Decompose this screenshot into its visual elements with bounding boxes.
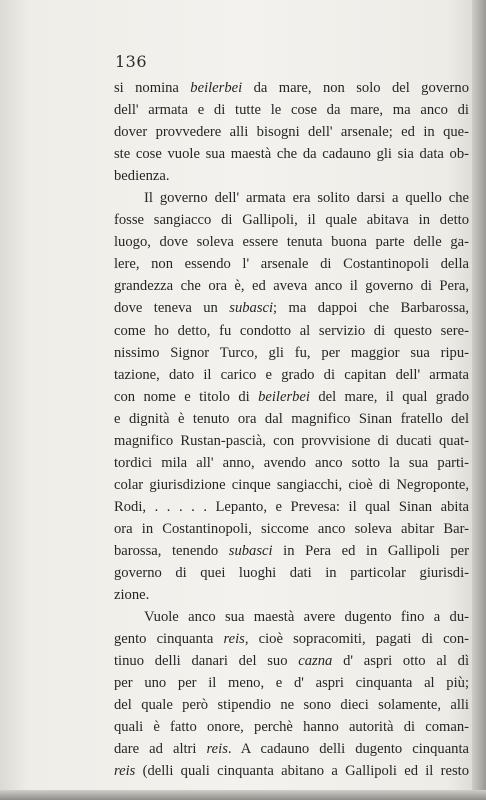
text-line: luogo, dove soleva essere tenuta buona parte delle ga- [114,234,469,251]
text-line: Il governo dell' armata era solito darsi a quello che [144,190,469,207]
text-line: dover provvedere alli bisogni dell' arsenale; ed in que- [114,124,469,141]
text-line: ste cose vuole sua maestà che da cadauno gli sia data ob- [114,146,469,163]
text-line: Vuole anco sua maestà avere dugento fino a du- [144,609,469,626]
text-line: colar giurisdizione cinque sangiacchi, cioè di Negroponte, [114,476,469,493]
text-line: lere, non essendo l' arsenale di Costantinopoli della [114,256,469,273]
text-line: dare ad altri reis. A cadauno delli dugento cinquanta [114,741,469,758]
text-line: con nome e titolo di beilerbei del mare, il qual grado [114,388,469,405]
text-line: come ho detto, fu condotto al servizio di questo sere- [114,322,469,339]
text-line: grandezza che ora è, ed aveva anco il governo di Pera, [114,278,469,295]
text-line: zione. [114,587,150,604]
text-line: barossa, tenendo subasci in Pera ed in Gallipoli per [114,542,469,559]
text-line: fosse sangiacco di Gallipoli, il quale abitava in detto [114,212,469,229]
text-line: tazione, dato il carico e grado di capitan dell' armata [114,366,469,383]
text-line: Rodi, . . . . . Lepanto, e Prevesa: il qual Sinan abita [114,498,469,515]
text-line: bedienza. [114,168,170,185]
text-line: tinuo delli danari del suo cazna d' aspri otto al dì [114,653,469,670]
body-text [114,77,469,783]
page-edge-bottom [0,790,486,800]
page-edge-right [472,0,486,800]
text-line: e dignità è tenuto ora dal magnifico Sinan fratello del [114,410,469,427]
text-line: nissimo Signor Turco, gli fu, per maggior sua ripu- [114,344,469,361]
text-line: governo di quei luoghi dati in particolar giurisdi- [114,565,469,582]
text-line: dell' armata e di tutte le cose da mare, ma anco di [114,102,469,119]
text-line: magnifico Rustan-pascià, con provvisione di ducati quat- [114,432,469,449]
text-line: si nomina beilerbei da mare, non solo del governo [114,80,469,96]
text-line: reis (delli quali cinquanta abitano a Gallipoli ed il resto [114,763,469,780]
text-line: ora in Costantinopoli, siccome anco soleva abitar Bar- [114,520,469,537]
text-line: quali è fatto onore, perchè hanno autorità di coman- [114,719,469,736]
text-line: tordici mila all' anno, avendo anco sotto la sua parti- [114,454,469,471]
text-line: dove teneva un subasci; ma dappoi che Barbarossa, [114,300,469,317]
page-number: 136 [115,52,148,71]
text-line: del quale però stipendio ne sono dieci solamente, alli [114,697,469,714]
text-line: gento cinquanta reis, cioè sopracomiti, pagati di con- [114,631,469,648]
text-line: per uno per il meno, e d' aspri cinquanta al più; [114,675,469,692]
